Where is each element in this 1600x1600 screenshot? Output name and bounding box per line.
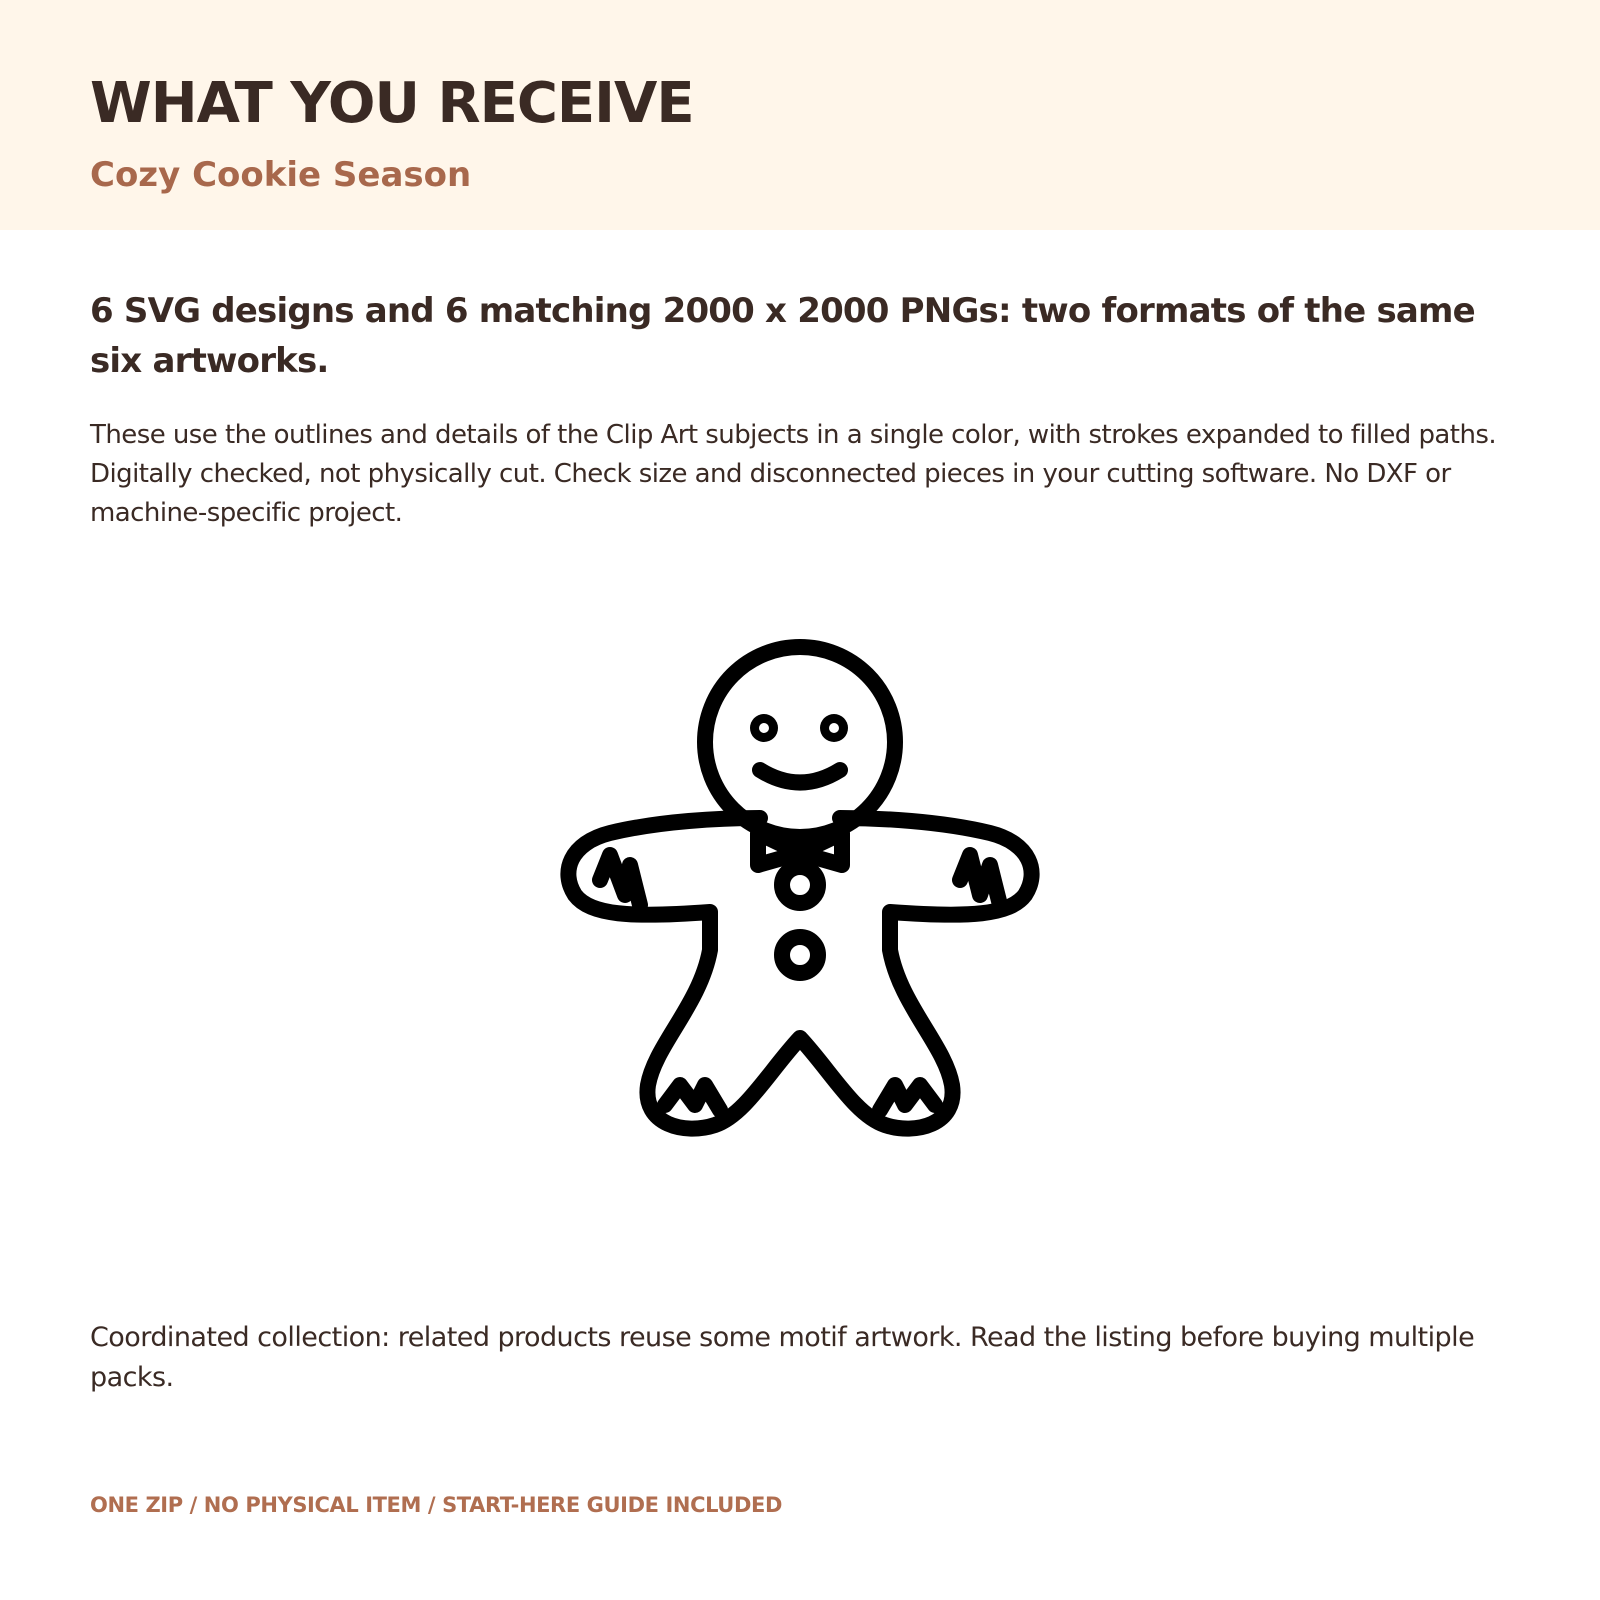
left-eye-highlight <box>759 723 769 733</box>
smile <box>760 770 840 783</box>
right-eye-highlight <box>829 723 839 733</box>
product-headline: 6 SVG designs and 6 matching 2000 x 2000 PNGs: two formats of the same six artworks. <box>90 291 1475 381</box>
page-title: WHAT YOU RECEIVE <box>90 71 694 136</box>
left-foot-icing <box>665 1085 720 1110</box>
gingerbread-man-icon <box>540 620 1060 1160</box>
left-hand-icing <box>600 855 640 905</box>
collection-note: Coordinated collection: related products reuse some motif artwork. Read the listing before buying multiple packs. <box>90 1322 1475 1393</box>
artwork-preview <box>540 620 1060 1160</box>
product-description: These use the outlines and details of the Clip Art subjects in a single color, with strokes expanded to filled paths. Digitally checked, not physically cut. Check size and disconnected pieces in your cutting software. No DXF or machine-specific project. <box>90 420 1497 528</box>
button-bottom <box>782 937 818 973</box>
right-foot-icing <box>880 1085 935 1110</box>
collection-subtitle: Cozy Cookie Season <box>90 155 472 195</box>
head-outline <box>705 647 895 837</box>
footer-tagline: ONE ZIP / NO PHYSICAL ITEM / START-HERE GUIDE INCLUDED <box>90 1493 782 1517</box>
button-top <box>782 867 818 903</box>
right-hand-icing <box>960 855 1000 905</box>
